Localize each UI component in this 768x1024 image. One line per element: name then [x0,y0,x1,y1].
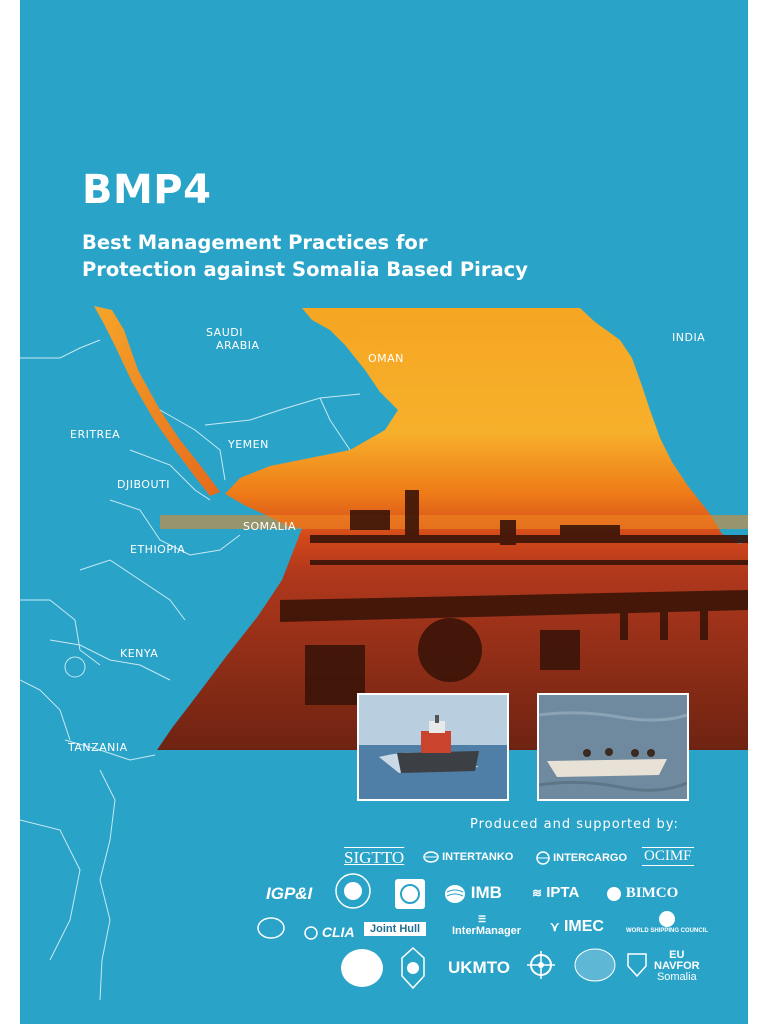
label-india: INDIA [672,331,706,344]
label-saudi: SAUDI [206,326,243,339]
logo-intertanko [423,851,513,863]
logo-ship-wheel [526,950,556,980]
logo-intermanager [452,914,521,937]
ics-seal-icon [334,872,372,910]
imb-icon [444,884,466,904]
label-yemen: YEMEN [228,438,269,451]
logo-joint-hull: Joint Hull [364,922,426,936]
label-saudi-arabia [206,326,260,352]
nato-emblem-icon [574,948,616,982]
intermanager-icon: ☰ [478,914,487,924]
logo-white-circle [340,948,384,988]
round-emblem-icon [256,916,286,944]
document-title: BMP4 [82,167,212,213]
label-oman: OMAN [368,352,404,365]
bimco-icon [606,886,622,902]
logo-ifsma [394,878,426,910]
logo-clia [304,924,355,940]
logo-igpi: IGP&I [266,884,313,903]
navfor-text: NAVFOR [654,960,700,972]
photo-merchant-ship [357,693,509,801]
ship-wheel-icon [526,950,556,980]
document-subtitle [82,229,528,283]
label-tanzania: TANZANIA [68,741,128,754]
label-arabia: ARABIA [216,339,260,352]
globe-icon [657,910,677,928]
logo-bimco [606,885,678,902]
ifsma-icon [394,878,426,910]
photo-pirate-skiff [537,693,689,801]
logo-world-shipping-council [626,910,708,934]
label-eritrea: ERITREA [70,428,121,441]
logo-intercargo [536,851,627,865]
eunavfor-somalia-text: Somalia [656,971,697,983]
imec-icon: ⋎ [550,919,560,934]
produced-by-label: Produced and supported by: [470,817,679,832]
intercargo-icon [536,851,550,865]
logo-sigtto: SIGTTO [344,848,405,867]
logo-eu-shield [626,952,648,978]
crest-icon [398,946,428,990]
logo-nato-shipping [574,948,616,982]
imec-text: IMEC [563,918,604,935]
intertanko-text: INTERTANKO [442,851,514,863]
clia-text: CLIA [321,924,355,940]
subtitle-line-2: Protection against Somalia Based Piracy [82,258,528,281]
eu-text: EU [669,949,685,961]
label-somalia: SOMALIA [243,520,297,533]
bimco-text: BIMCO [625,885,679,901]
ipta-text: IPTA [546,884,580,901]
world-shipping-text: WORLD SHIPPING COUNCIL [626,928,708,934]
logo-ukmto: UKMTO [448,958,511,977]
logo-ocimf: OCIMF [644,848,692,864]
label-kenya: KENYA [120,647,159,660]
clia-icon [304,926,318,940]
logo-ipta [532,884,579,901]
logo-imec [550,918,604,936]
logo-eu-navfor [654,950,700,983]
intertanko-icon [423,851,439,863]
intercargo-text: INTERCARGO [553,851,628,864]
intermanager-text: InterManager [452,925,522,937]
blank-emblem-icon [340,948,384,988]
logo-ics-seal [334,872,372,910]
label-djibouti: DJIBOUTI [117,478,170,491]
logo-navy-crest [398,946,428,990]
subtitle-line-1: Best Management Practices for [82,231,428,254]
cover-page [20,0,748,1024]
ipta-wave-icon: ≋ [532,886,543,900]
logo-imb [444,883,502,904]
shield-icon [626,952,648,978]
label-ethiopia: ETHIOPIA [130,543,186,556]
imb-text: IMB [470,883,502,902]
logo-intertanko-round [256,916,286,944]
